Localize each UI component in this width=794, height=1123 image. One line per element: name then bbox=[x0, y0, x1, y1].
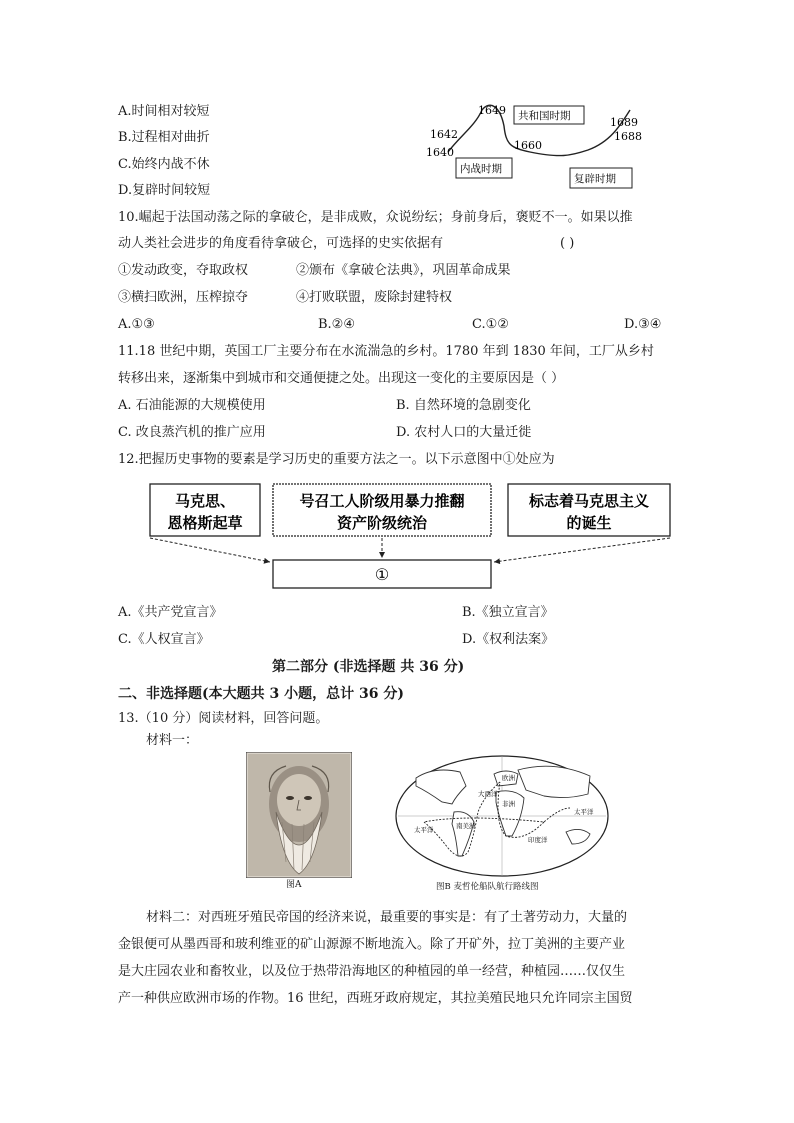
map-label-europe: 欧洲 bbox=[502, 774, 515, 782]
q10-statement-3: ③横扫欧洲，压榨掠夺 bbox=[118, 290, 249, 305]
year-1660: 1660 bbox=[514, 139, 542, 152]
q10-option-b: B.②④ bbox=[318, 317, 355, 332]
box-content-line2: 资产阶级统治 bbox=[336, 514, 428, 532]
q10-option-c: C.①② bbox=[472, 317, 509, 332]
year-1689: 1689 bbox=[610, 116, 638, 129]
q12-stem: 12.把握历史事物的要素是学习历史的重要方法之一。以下示意图中①处应为 bbox=[118, 452, 555, 467]
year-1640: 1640 bbox=[426, 146, 454, 159]
q11-stem-line2: 转移出来，逐渐集中到城市和交通便捷之处。出现这一变化的主要原因是（ ） bbox=[118, 371, 565, 386]
material2-line2: 金银便可从墨西哥和玻利维亚的矿山源源不断地流入。除了开矿外，拉丁美洲的主要产业 bbox=[118, 937, 626, 952]
box-answer-label: ① bbox=[374, 565, 390, 584]
q10-statement-2: ②颁布《拿破仑法典》，巩固革命成果 bbox=[296, 263, 511, 278]
magellan-route-map bbox=[394, 752, 610, 878]
timeline-diagram bbox=[420, 96, 670, 196]
q10-option-a: A.①③ bbox=[118, 317, 155, 332]
box-significance-line2: 的诞生 bbox=[566, 514, 612, 532]
q10-statement-1: ①发动政变，夺取政权 bbox=[118, 263, 249, 278]
q12-option-d: D.《权利法案》 bbox=[462, 632, 555, 647]
figure-a-caption: 图A bbox=[286, 880, 302, 890]
q12-option-b: B.《独立宣言》 bbox=[462, 605, 554, 620]
q11-option-b: B. 自然环境的急剧变化 bbox=[396, 398, 531, 413]
q11-option-c: C. 改良蒸汽机的推广应用 bbox=[118, 425, 266, 440]
part2-title: 第二部分 (非选择题 共 36 分) bbox=[272, 659, 465, 675]
q11-option-a: A. 石油能源的大规模使用 bbox=[118, 398, 266, 413]
q13-stem: 13.（10 分）阅读材料，回答问题。 bbox=[118, 711, 329, 726]
q10-option-d: D.③④ bbox=[624, 317, 662, 332]
q10-stem-line1: 10.崛起于法国动荡之际的拿破仑，是非成败，众说纷纭；身前身后，褒贬不一。如果以推 bbox=[118, 210, 633, 225]
q13-material1-label: 材料一： bbox=[146, 733, 199, 748]
year-1688: 1688 bbox=[614, 130, 642, 143]
portrait-figure-a bbox=[246, 752, 352, 878]
q10-stem-line2: 动人类社会进步的角度看待拿破仑，可选择的史实依据有 bbox=[118, 236, 444, 251]
map-label-pacific-east: 太平洋 bbox=[574, 808, 594, 816]
section-heading: 二、非选择题(本大题共 3 小题，总计 36 分) bbox=[118, 686, 404, 702]
q12-option-a: A.《共产党宣言》 bbox=[118, 605, 223, 620]
q11-option-d: D. 农村人口的大量迁徙 bbox=[396, 425, 532, 440]
figure-b-caption: 图B 麦哲伦船队航行路线图 bbox=[436, 882, 539, 892]
label-civil-war: 内战时期 bbox=[460, 163, 502, 175]
material2-line4: 产一种供应欧洲市场的作物。16 世纪，西班牙政府规定，其拉美殖民地只允许同宗主国贸 bbox=[118, 991, 633, 1006]
label-restoration: 复辟时期 bbox=[574, 173, 616, 185]
material2-line1: 材料二：对西班牙殖民帝国的经济来说，最重要的事实是：有了土著劳动力，大量的 bbox=[146, 910, 628, 925]
q9-option-a: A.时间相对较短 bbox=[118, 104, 210, 119]
q11-stem-line1: 11.18 世纪中期，英国工厂主要分布在水流湍急的乡村。1780 年到 1830 年间，工厂从乡村 bbox=[118, 344, 654, 359]
year-1649: 1649 bbox=[478, 104, 506, 117]
q12-diagram bbox=[140, 476, 680, 596]
map-label-atlantic: 大西洋 bbox=[478, 790, 498, 798]
box-authors-line1: 马克思、 bbox=[174, 492, 236, 510]
material2-line3: 是大庄园农业和畜牧业，以及位于热带沿海地区的种植园的单一经营，种植园……仅仅生 bbox=[118, 964, 626, 979]
map-label-africa: 非洲 bbox=[502, 800, 515, 808]
map-label-south-america: 南美洲 bbox=[456, 822, 476, 830]
q12-option-c: C.《人权宣言》 bbox=[118, 632, 210, 647]
box-content-line1: 号召工人阶级用暴力推翻 bbox=[299, 492, 465, 510]
box-significance-line1: 标志着马克思主义 bbox=[528, 492, 650, 510]
map-label-pacific-west: 太平洋 bbox=[414, 826, 434, 834]
map-label-indian-ocean: 印度洋 bbox=[528, 836, 548, 844]
box-authors-line2: 恩格斯起草 bbox=[167, 514, 243, 532]
q9-option-d: D.复辟时间较短 bbox=[118, 183, 211, 198]
year-1642: 1642 bbox=[430, 128, 458, 141]
q10-statement-4: ④打败联盟，废除封建特权 bbox=[296, 290, 453, 305]
q10-answer-paren: ( ) bbox=[560, 236, 575, 251]
q9-option-b: B.过程相对曲折 bbox=[118, 130, 210, 145]
label-republic: 共和国时期 bbox=[518, 110, 571, 122]
q9-option-c: C.始终内战不休 bbox=[118, 157, 210, 172]
